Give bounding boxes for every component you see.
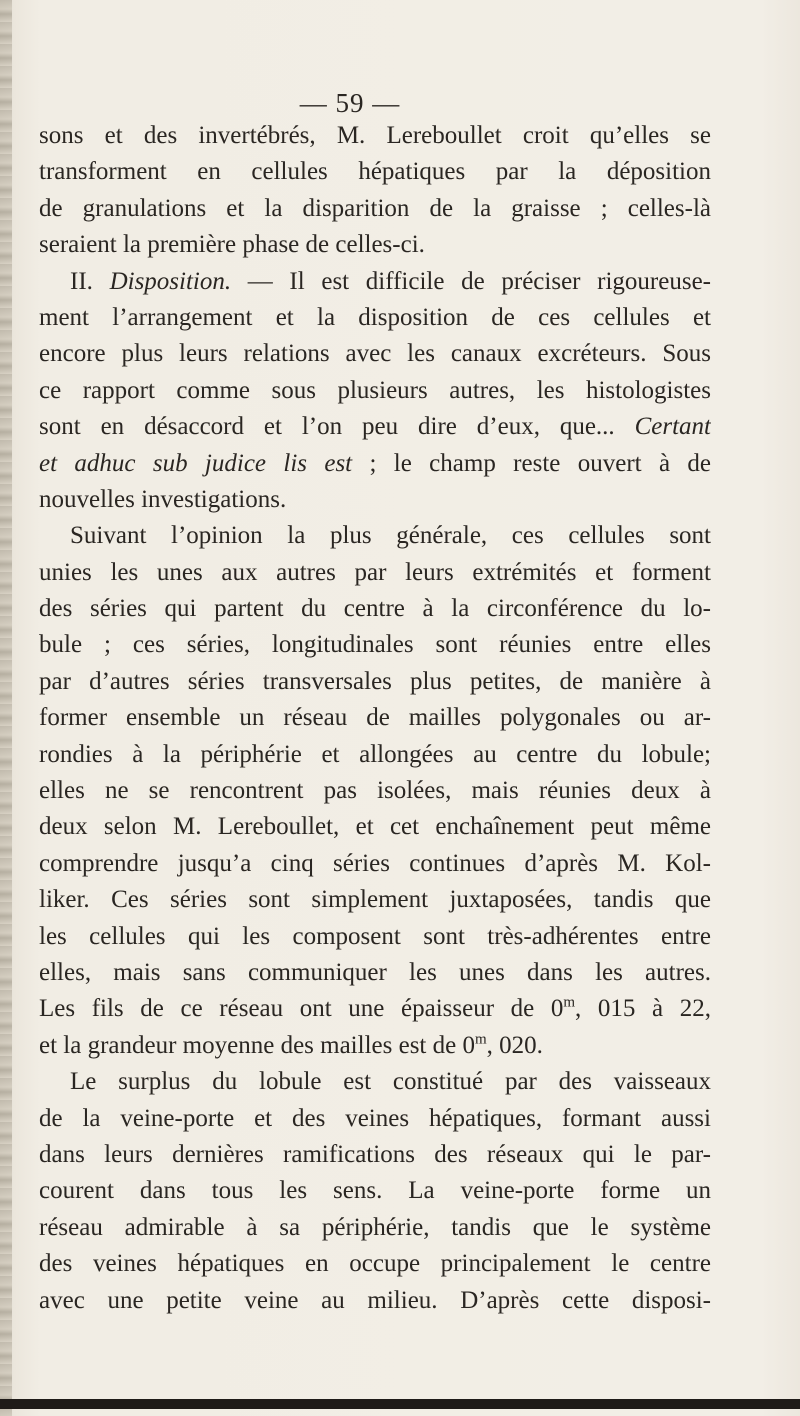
text-line: Suivant l’opinion la plus générale, ces cellules sont bbox=[70, 522, 711, 550]
text-line: dans leurs dernières ramifications des réseaux qui le par- bbox=[39, 1140, 711, 1168]
text-line: comprendre jusqu’a cinq séries continues d’après M. Kol- bbox=[39, 849, 711, 877]
text-line: des veines hépatiques en occupe principalement le centre bbox=[39, 1250, 711, 1278]
text-line: ce rapport comme sous plusieurs autres, les histologistes bbox=[39, 376, 711, 404]
text-line: par d’autres séries transversales plus petites, de manière à bbox=[39, 667, 711, 695]
text-line: ment l’arrangement et la disposition de ces cellules et bbox=[39, 303, 711, 331]
text-line: rondies à la périphérie et allongées au centre du lobule; bbox=[39, 740, 711, 768]
text-line bbox=[39, 409, 711, 445]
text-line: de la veine-porte et des veines hépatiques, formant aussi bbox=[39, 1104, 711, 1132]
page-binding-edge bbox=[0, 0, 12, 1416]
text-line bbox=[39, 446, 711, 482]
section-heading: Disposition. bbox=[109, 267, 232, 295]
line-text: — Il est difficile de préciser rigoureuse- bbox=[231, 267, 711, 295]
bottom-edge-rule bbox=[0, 1399, 800, 1409]
text-line: bule ; ces séries, longitudinales sont réunies entre elles bbox=[39, 631, 711, 659]
line-text: , 020. bbox=[486, 1031, 543, 1059]
text-line: avec une petite veine au milieu. D’après cette disposi- bbox=[39, 1286, 711, 1314]
text-line: encore plus leurs relations avec les canaux excréteurs. Sous bbox=[39, 340, 711, 368]
text-line: sons et des invertébrés, M. Lereboullet croit qu’elles se bbox=[39, 122, 711, 149]
line-text: Les fils de ce réseau ont une épaisseur de 0 bbox=[39, 995, 564, 1023]
body-text bbox=[39, 118, 711, 1319]
text-line: unies les unes aux autres par leurs extrémités et forment bbox=[39, 558, 711, 586]
unit-superscript: m bbox=[563, 995, 576, 1012]
text-line: de granulations et la disparition de la graisse ; celles-là bbox=[39, 194, 711, 222]
line-text: ; le champ reste ouvert à de bbox=[352, 449, 711, 477]
section-number: II. bbox=[70, 267, 110, 295]
text-line: nouvelles investigations. bbox=[39, 485, 287, 513]
line-text: sont en désaccord et l’on peu dire d’eux, que... bbox=[39, 413, 635, 441]
text-line: courent dans tous les sens. La veine-porte forme un bbox=[39, 1177, 711, 1205]
line-text: et la grandeur moyenne des mailles est de 0 bbox=[39, 1031, 475, 1059]
text-line: réseau admirable à sa périphérie, tandis que le système bbox=[39, 1213, 711, 1241]
text-line: elles ne se rencontrent pas isolées, mais réunies deux à bbox=[39, 777, 711, 805]
text-line: seraient la première phase de celles-ci. bbox=[39, 231, 425, 259]
unit-superscript: m bbox=[474, 1031, 487, 1048]
page-number: — 59 — bbox=[299, 88, 401, 118]
text-line: transforment en cellules hépatiques par la déposition bbox=[39, 158, 711, 186]
text-line bbox=[39, 991, 711, 1027]
text-line: les cellules qui les composent sont très-adhérentes entre bbox=[39, 922, 711, 950]
text-line bbox=[39, 264, 711, 300]
text-line: deux selon M. Lereboullet, et cet enchaînement peut même bbox=[39, 813, 711, 841]
text-line bbox=[39, 1028, 711, 1064]
text-line: des séries qui partent du centre à la circonférence du lo- bbox=[39, 595, 711, 623]
text-line: former ensemble un réseau de mailles polygonales ou ar- bbox=[39, 704, 711, 732]
text-line: liker. Ces séries sont simplement juxtaposées, tandis que bbox=[39, 886, 711, 914]
text-line: Le surplus du lobule est constitué par des vaisseaux bbox=[70, 1068, 711, 1096]
latin-phrase: et adhuc sub judice lis est bbox=[39, 449, 353, 477]
line-text: , 015 à 22, bbox=[575, 995, 711, 1023]
text-line: elles, mais sans communiquer les unes dans les autres. bbox=[39, 958, 711, 986]
latin-phrase: Certant bbox=[634, 413, 711, 441]
